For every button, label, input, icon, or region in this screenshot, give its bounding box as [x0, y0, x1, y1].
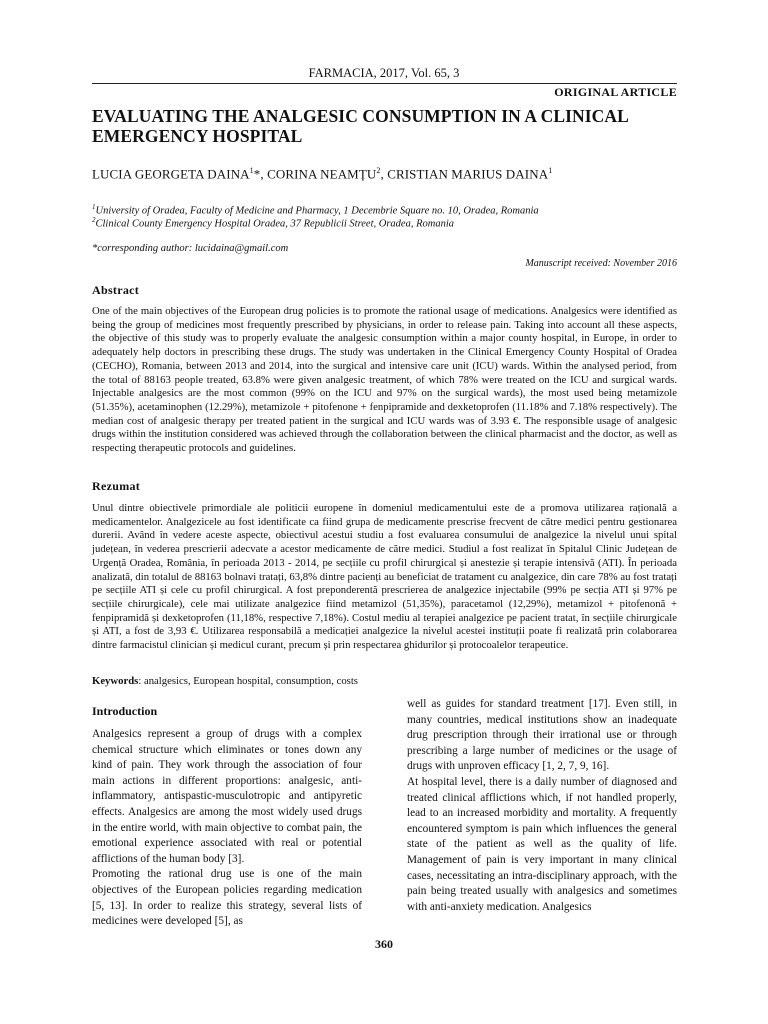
- manuscript-received: Manuscript received: November 2016: [525, 258, 677, 269]
- body-paragraph: well as guides for standard treatment [17]. Even still, in many countries, medical institutions show an inadequate drug prescription through their irrational use or through prescribing a large number of medicines or the usage of drugs with unproven efficacy [1, 2, 7, 9, 16].: [407, 698, 677, 773]
- author-affiliation-mark: 1: [249, 166, 254, 175]
- author-affiliation-mark: 1: [548, 166, 553, 175]
- author-list: [92, 166, 552, 182]
- author-name: LUCIA GEORGETA DAINA: [92, 166, 250, 182]
- journal-header: FARMACIA, 2017, Vol. 65, 3: [308, 66, 460, 80]
- corresponding-author: *corresponding author: lucidaina@gmail.com: [92, 243, 289, 254]
- affiliation-text: University of Oradea, Faculty of Medicine and Pharmacy, 1 Decembrie Square no. 10, Oradea, Romania: [95, 205, 539, 217]
- page-number: 360: [375, 937, 393, 951]
- body-paragraph: At hospital level, there is a daily number of diagnosed and treated clinical afflictions which, if not handled properly, lead to an increased morbidity and mortality. A frequently encountered symptom is pain which influences the general state of the patient as well as the quality of life. Management of pain is very important in many clinical cases, necessitating an intra-disciplinary approach, with the pain being treated usually with analgesics and sometimes with anti-anxiety medication. Analgesics: [407, 775, 677, 913]
- rezumat-heading: Rezumat: [92, 479, 141, 493]
- author-separator: ,: [260, 166, 268, 182]
- author-name: CORINA NEAMȚU: [267, 166, 377, 182]
- article-type-label: ORIGINAL ARTICLE: [554, 85, 677, 99]
- paper-title: EVALUATING THE ANALGESIC CONSUMPTION IN A CLINICAL EMERGENCY HOSPITAL: [92, 106, 628, 146]
- affiliation: [92, 214, 677, 231]
- affiliation-mark: 1: [92, 203, 96, 211]
- author-corresponding-mark: *: [253, 166, 261, 182]
- left-column: [92, 727, 362, 930]
- keywords: [92, 675, 677, 687]
- body-paragraph: Analgesics represent a group of drugs with a complex chemical structure which eliminates or tones down any kind of pain. They work through the association of four main actions in different proportions: analgesic, anti-inflammatory, antispastic-musculotropic and antipyretic effects. Analgesics are among the most widely used drugs in the entire world, with main objective to combat pain, the emotional experience associated with real or potential afflictions of the human body [3].: [92, 728, 362, 865]
- keywords-label: Keywords: [92, 675, 139, 687]
- author-affiliation-mark: 2: [376, 166, 381, 175]
- body-paragraph: Promoting the rational drug use is one of the main objectives of the European policies regarding medication [5, 13]. In order to realize this strategy, several lists of medicines were developed [5], as: [92, 868, 362, 928]
- affiliation-text: Clinical County Emergency Hospital Oradea, 37 Republicii Street, Oradea, Romania: [95, 218, 454, 230]
- right-column: [407, 697, 677, 915]
- keywords-text: : analgesics, European hospital, consumption, costs: [138, 675, 358, 687]
- abstract-heading: Abstract: [92, 283, 140, 297]
- author-separator: ,: [380, 166, 388, 182]
- author-name: CRISTIAN MARIUS DAINA: [387, 166, 549, 182]
- rezumat-text: Unul dintre obiectivele primordiale ale politicii europene în domeniul medicamentului este de a promova utilizarea rațională a medicamentelor. Analgezicele au fost identificate ca fiind grupa de medicamente prescrise frecvent de către medici pentru gestionarea durerii. Având în vedere aceste aspecte, obiectivul acestui studiu a fost evaluarea consumului de analgezice la nivelul unui spital județean, în vederea prescrierii adecvate a acestor medicamente de către medici. Studiul a fost realizat în Spitalul Clinic Județean de Urgență Oradea, România, în perioada 2013 - 2014, pe secțiile cu profil chirurgical și anestezie și terapie intensivă (ATI). În perioada analizată, din totalul de 88163 bolnavi tratați, 63,8% dintre pacienți au beneficiat de tratament cu analgezice, din care 78% au fost tratați pe secțiile ATI și cele cu profil chirurgical. A fost preponderentă prescrierea de analgezice injectabile (99% pe secția ATI și 97% pe secțiile chirurgicale), cele mai utilizate analgezice fiind metamizol (51,35%), paracetamol (12,29%), metamizol + pitofenonă + fenpipramidă și dexketoprofen (11,18%, respective 7,18%). Costul mediu al terapiei analgezice pe pacient tratat, în secțiile chirurgicale și ATI, a fost de 3,93 €. Utilizarea responsabilă a medicației analgezice la nivelul acestei instituții poate fi realizată prin colaborarea dintre farmacistul clinician și medicul curant, precum și prin respectarea ghidurilor și protocoalelor terapeutice.: [92, 502, 677, 652]
- abstract-text: One of the main objectives of the European drug policies is to promote the rational usage of medications. Analgesics were identified as being the group of medicines most frequently prescribed by physicians, in order to release pain. Taking into account all these aspects, the objective of this study was to properly evaluate the analgesic consumption within a major county hospital, in Europe, in order to adequately help doctors in prescribing these drugs. The study was undertaken in the Clinical Emergency County Hospital of Oradea (CECHO), Romania, between 2013 and 2014, into the surgical and intensive care unit (ICU) wards. Within the analysed period, from the total of 88163 people treated, 63.8% were given analgesic treatment, of which 78% were treated on the ICU and surgical wards. Injectable analgesics are the most common (99% on the ICU and 97% on the surgical wards), the most used being metamizole (51.35%), acetaminophen (12.29%), metamizole + pitofenone + fenpipramide and dexketoprofen (11.18% and 7.18% respectively). The median cost of analgesic therapy per treated patient in the surgical and ICU wards was of 3.93 €. The responsible usage of analgesic drugs within the institution considered was achieved through the collaboration between the clinical pharmacist and the doctor, as well as respecting therapeutic protocols and guidelines.: [92, 305, 677, 455]
- affiliation-mark: 2: [92, 216, 96, 224]
- introduction-heading: Introduction: [92, 704, 158, 718]
- header-rule: [92, 83, 677, 84]
